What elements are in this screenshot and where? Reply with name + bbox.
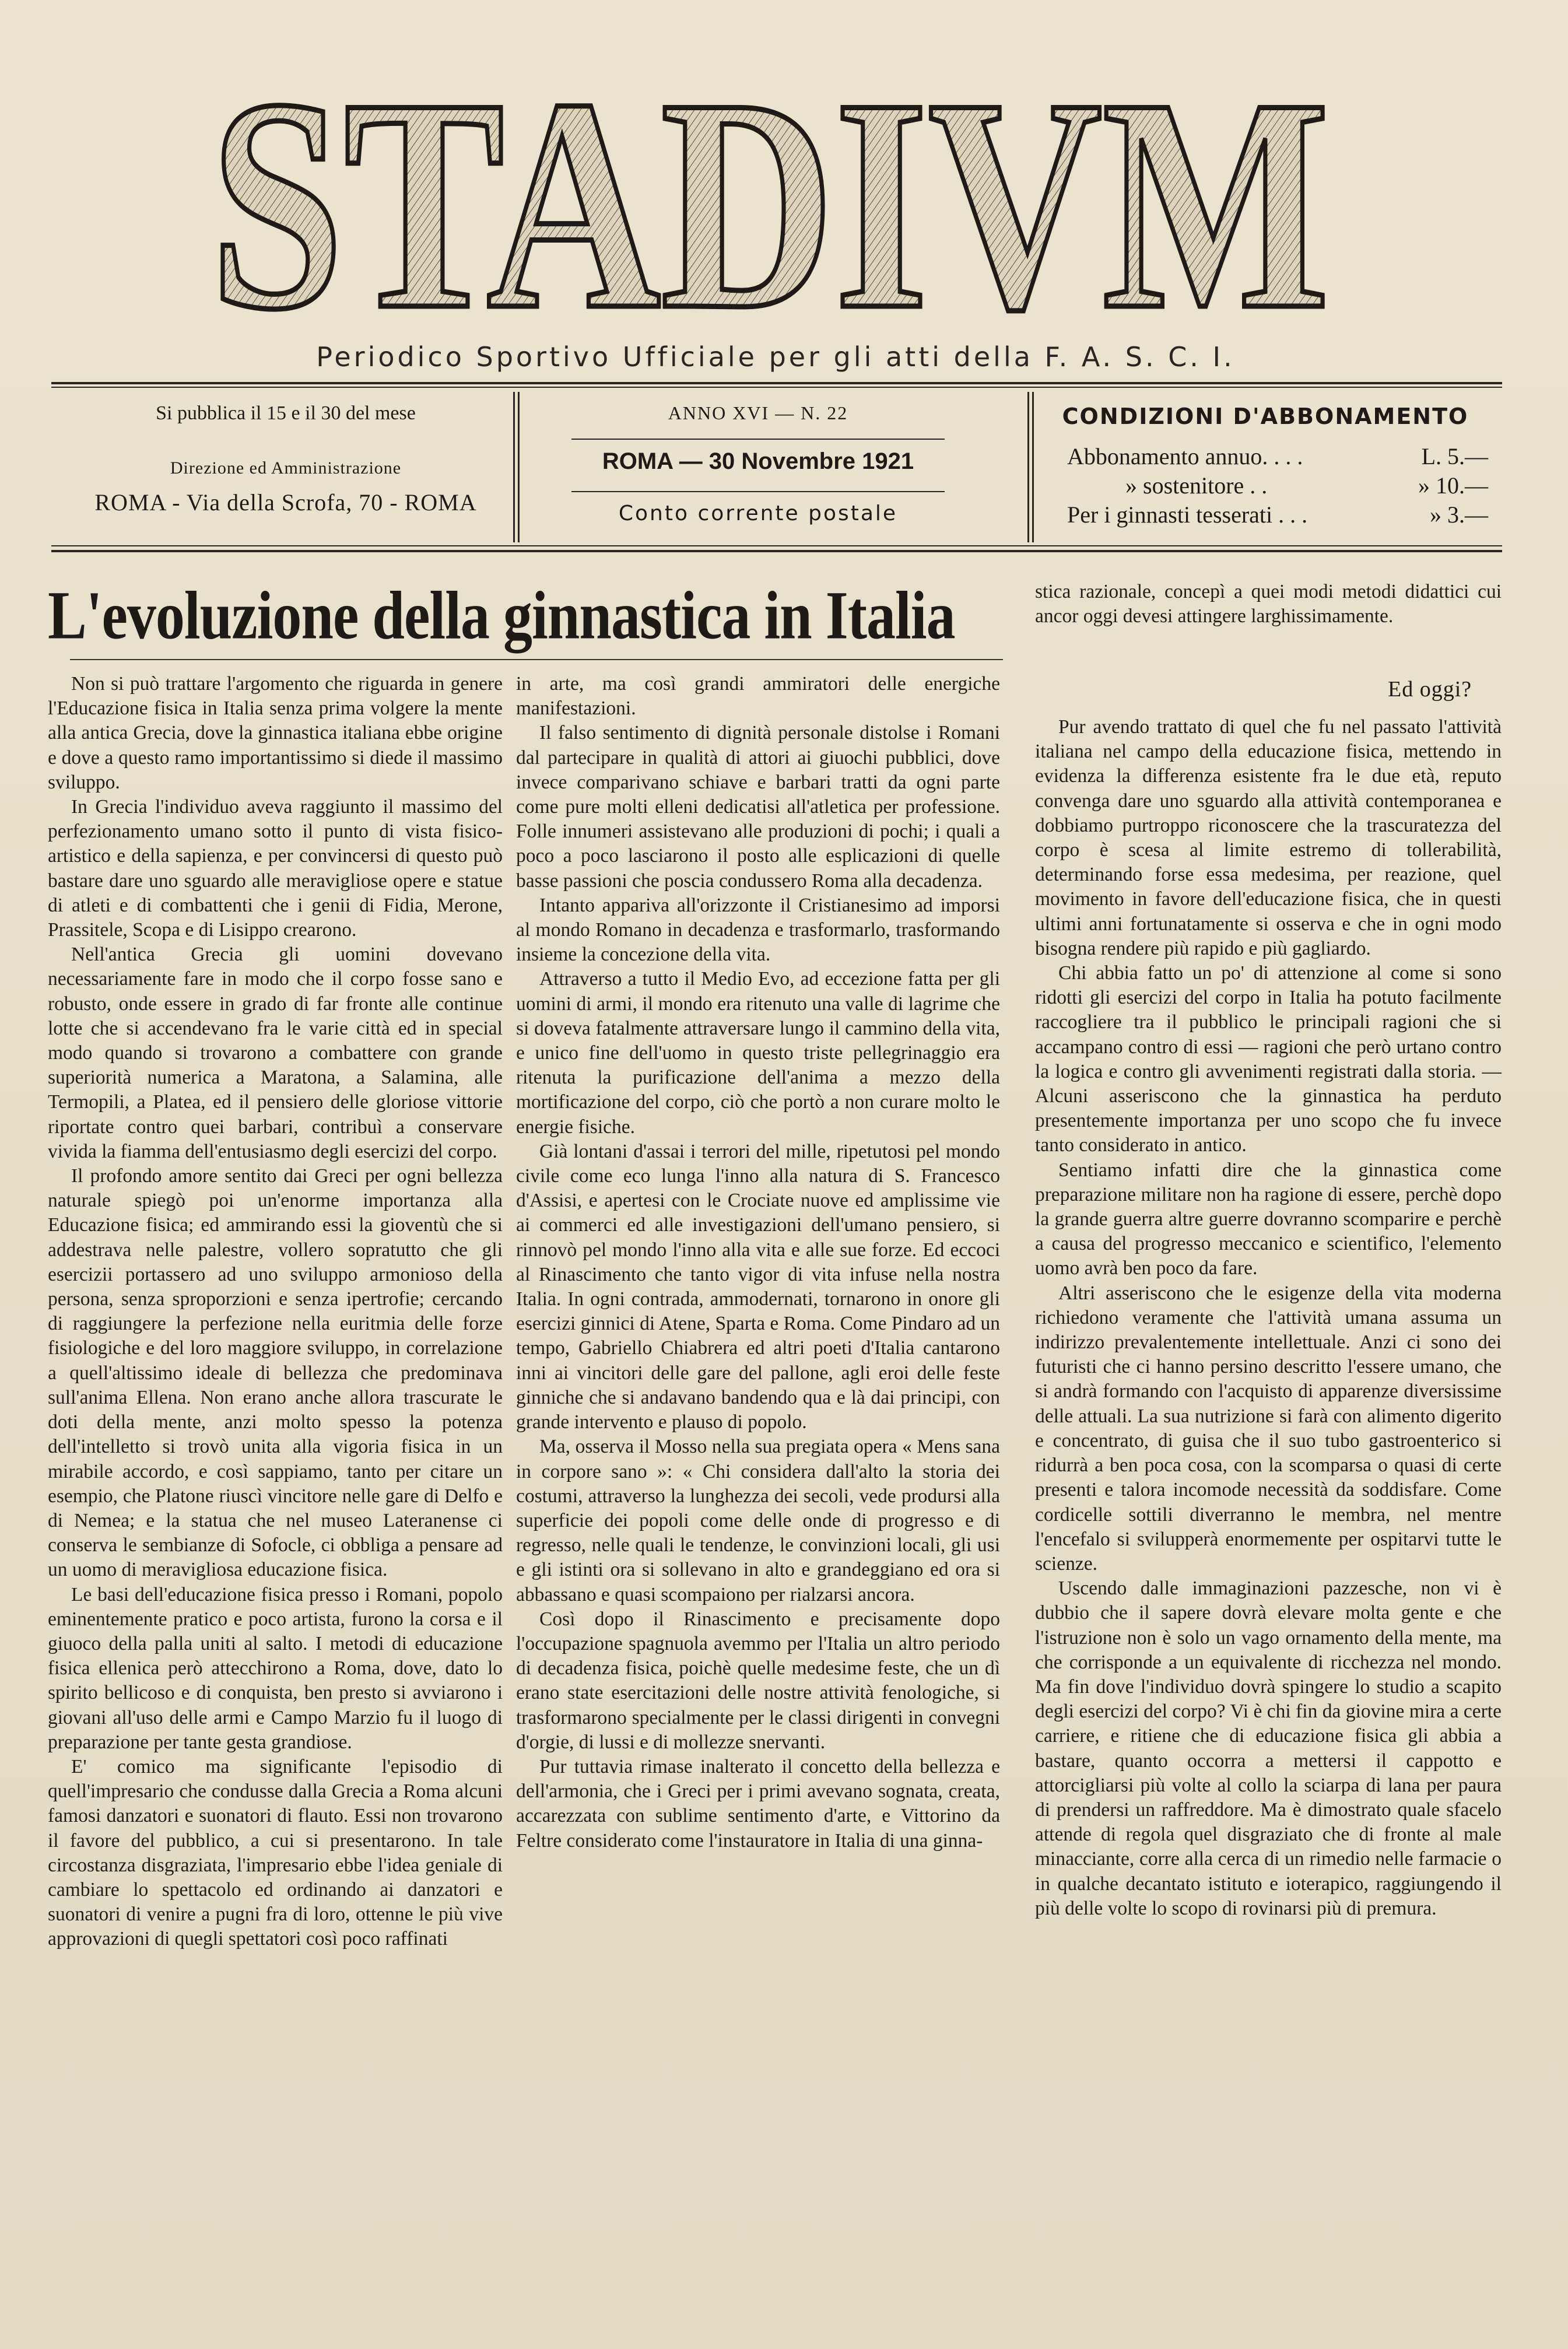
- subscription-title: CONDIZIONI D'ABBONAMENTO: [1062, 404, 1469, 429]
- info-left: [70, 392, 501, 542]
- direction-label: Direzione ed Amministrazione: [170, 458, 402, 478]
- info-middle-rule: [571, 491, 945, 492]
- paragraph: E' comico ma significante l'episodio di quell'impresario che condusse dalla Grecia a Roma alcuni famosi danzatori e suonatori di flauto. Essi non trovarono il favore del pubblico, a cui si presentarono. In tale circostanza disgraziata, l'impresario ebbe l'idea geniale di cambiare lo spettacolo ed ordinando ai danzatori e suonatori di venire a pugni fra di loro, ottenne le più vive approvazioni di quegli spettatori così poco raffinati: [48, 1755, 503, 1950]
- headline-rule: [70, 659, 1003, 660]
- subscription-label: Abbonamento annuo. . . .: [1067, 443, 1303, 469]
- paragraph: Non si può trattare l'argomento che riguarda in genere l'Educazione fisica in Italia senza prima volgere la mente alla antica Grecia, dove la ginnastica italiana ebbe origine e dove a questo ramo importantissimo si diede il massimo sviluppo.: [48, 673, 503, 793]
- info-bottom-rule-thick: [51, 550, 1502, 552]
- info-right: [1032, 392, 1499, 542]
- paragraph: in arte, ma così grandi ammiratori delle energiche manifestazioni.: [516, 673, 1000, 720]
- paragraph: Ma, osserva il Mosso nella sua pregiata opera « Mens sana in corpore sano »: « Chi considera dall'alto la storia dei costumi, attraverso la lunghezza dei secoli, vede prodursi alla superficie dei popoli come delle onde di progresso e di regresso, nelle quali le tendenze, le convinzioni locali, gli usi e gli istinti ora si sollevano in alto e grandeggiano ed ora si abbassano e quasi scompaiono per rialzarsi ancora.: [516, 1436, 1000, 1605]
- subscription-label: Per i ginnasti tesserati . . .: [1067, 502, 1308, 528]
- subscription-row: [1067, 442, 1488, 471]
- article-column-3-top: [1035, 580, 1502, 629]
- masthead-subtitle: Periodico Sportivo Ufficiale per gli atti della F. A. S. C. I.: [316, 341, 1235, 373]
- subscription-label: » sostenitore . .: [1125, 472, 1268, 499]
- paragraph: Il profondo amore sentito dai Greci per ogni bellezza naturale spiegò poi un'enorme importanza alla Educazione fisica; ed ammirando essi la gioventù che si addestrava nelle palestre, vollero sopratutto che gli esercizii portassero ad uno sviluppo armonioso della persona, senza sproporzioni e senza ipertrofie; cercando di raggiungere la perfezione nella euritmia delle forze fisiologiche e del loro maggiore sviluppo, in correlazione a quell'altissimo ideale di bellezza che predominava sull'anima Ellena. Non erano anche allora trascurate le doti della mente, anzi molto spesso la potenza dell'intelletto si trovò unita alla vigoria fisica in un mirabile accordo, e così sappiamo, tanto per citare un esempio, che Platone riuscì vincitore nelle gare di Delfo e di Nemea; e la statua che nel museo Lateranense ci conserva le sembianze di Sofocle, ci obbliga a pensare ad un uomo di meravigliosa educazione fisica.: [48, 1165, 503, 1581]
- info-divider: [513, 392, 515, 542]
- paragraph: Uscendo dalle immaginazioni pazzesche, non vi è dubbio che il sapere dovrà elevare molta gente e che l'istruzione non è solo un vago ornamento della mente, ma che corrisponde a un equivalente di ricchezza nel mondo. Ma fin dove l'individuo dovrà spingere lo studio a scapito degli esercizi del corpo? Vi è chi fin da giovine mira a certe carriere, e ritiene che di educazione fisica gli abbia a bastare, quanto occorra a mettersi il cappotto e attorcigliarsi più volte al collo la sciarpa di lana per paura di prendersi un raffreddore. Ma è dimostrato quale sfacelo attende di regola quel disgraziato che di fronte al male minacciante, corre alla cerca di un rimedio nelle farmacie o in qualche decantato istituto e ioterapico, raggiungendo il più delle volte lo scopo di rovinarsi più di premura.: [1035, 1577, 1502, 1919]
- issue-number: ANNO XVI — N. 22: [668, 402, 848, 423]
- paragraph: Pur tuttavia rimase inalterato il concetto della bellezza e dell'armonia, che i Greci per i primi avevano sognata, creata, accarezzata con sublime sentimento d'arte, e Vittorino da Feltre considerato come l'instauratore in Italia di una ginna-: [516, 1755, 1000, 1852]
- info-bottom-rule: [51, 545, 1502, 546]
- info-middle: [525, 392, 991, 542]
- paragraph: Sentiamo infatti dire che la ginnastica come preparazione militare non ha ragione di essere, perchè dopo la grande guerra altre guerre dovranno scomparire e perchè a causa del progresso meccanico e scientifico, l'elemento uomo avrà ben poco da fare.: [1035, 1159, 1502, 1279]
- paragraph: Altri asseriscono che le esigenze della vita moderna richiedono veramente che l'attività umana assuma un indirizzo prevalentemente intellettuale. Anzi ci sono dei futuristi che ci hanno persino descritto l'essere umano, che si andrà formando con l'acquisto di apparenze diversissime delle attuali. La sua nutrizione si farà con alimento digerito e concentrato, di guisa che il suo tubo gastroenterico si ridurrà a ben poca cosa, con la scomparsa o quasi di certe presenti e talora incomode necessità da soddisfare. Come cordicelle sottili diverranno le membra, nel mentre l'encefalo si svilupperà enormemente per ospitarvi tutte le scienze.: [1035, 1282, 1502, 1575]
- paragraph: Intanto appariva all'orizzonte il Cristianesimo ad imporsi al mondo Romano in decadenza e trasformarlo, trasformando insieme la concezione della vita.: [516, 894, 1000, 966]
- publication-frequency: Si pubblica il 15 e il 30 del mese: [156, 402, 416, 424]
- subscription-row: [1067, 500, 1488, 530]
- paragraph: Chi abbia fatto un po' di attenzione al come si sono ridotti gli esercizi del corpo in Italia ha potuto facilmente raccogliere tra il pubblico le principali ragioni che si accampano contro di essi — ragioni che però urtano contro la logica e contro gli avvenimenti registrati dalla storia. — Alcuni asseriscono che la ginnastica ha perduto presentemente importanza per uno scopo che fu invece tanto considerato in antico.: [1035, 962, 1502, 1156]
- issue-date: ROMA — 30 Novembre 1921: [602, 448, 914, 474]
- paragraph: Le basi dell'educazione fisica presso i Romani, popolo eminentemente pratico e poco artista, furono la corsa e il giuoco della palla uniti al salto. I metodi di educazione fisica ellenica però attecchirono a Roma, dove, dato lo spirito bellicoso e di conquista, ben presto si avviarono i giovani all'uso delle armi e Campo Marzio fu il luogo di preparazione per tante gesta grandiose.: [48, 1583, 503, 1753]
- paragraph: Il falso sentimento di dignità personale distolse i Romani dal partecipare in qualità di attori ai giuochi pubblici, dove invece comparivano schiave e barbari tratti da ogni parte come pure molti elleni dedicatisi all'atletica per professione. Folle innumeri assistevano alle produzioni di pochi; i quali a poco a poco lasciarono il posto alle esplicazioni di quelle basse passioni che poscia condussero Roma alla decadenza.: [516, 722, 1000, 892]
- paragraph: Pur avendo trattato di quel che fu nel passato l'attività italiana nel campo della educazione fisica, mettendo in evidenza la differenza esistente fra le due età, reputo convenga dare uno sguardo alla attività contemporanea e dobbiamo purtroppo riconoscere che la trascuratezza del corpo è scesa al limite estremo di tollerabilità, determinando forse essa medesima, per reazione, quel movimento in favore dell'educazione fisica, che in questi ultimi anni fortunatamente si osserva e che in ogni modo bisogna rendere più rapido e più gagliardo.: [1035, 716, 1502, 959]
- paragraph: Attraverso a tutto il Medio Evo, ad eccezione fatta per gli uomini di armi, il mondo era ritenuto una valle di lagrime che si doveva fatalmente attraversare lungo il cammino della vita, e unico fine dell'uomo in questo triste pellegrinaggio era ritenuta la purificazione dell'anima a mezzo della mortificazione del corpo, ciò che portò a non curare molto le energie fisiche.: [516, 968, 1000, 1138]
- article-headline: L'evoluzione della ginnastica in Italia: [48, 577, 955, 654]
- subscription-price: L. 5.—: [1421, 443, 1488, 469]
- info-middle-rule: [571, 439, 945, 440]
- masthead-logo: [198, 76, 1341, 327]
- subscription-row: [1067, 471, 1488, 500]
- paragraph: In Grecia l'individuo aveva raggiunto il massimo del perfezionamento umano sotto il punto di vista fisico-artistico e della sapienza, e per convincersi di questo può bastare dare uno sguardo alle meravigliose opere e statue di atleti e di combattenti che i genii di Fidia, Merone, Prassitele, Scopa e di Lisippo crearono.: [48, 796, 503, 941]
- paragraph: Così dopo il Rinascimento e precisamente dopo l'occupazione spagnuola avemmo per l'Italia un altro periodo di decadenza fisica, poichè quelle medesime feste, che un dì erano state esercitazioni delle nostre attività fenologiche, si trasformarono specialmente per le classi dirigenti in convegni d'orgie, di lussi e di mollezze snervanti.: [516, 1608, 1000, 1753]
- paragraph: stica razionale, concepì a quei modi metodi didattici cui ancor oggi devesi attingere larghissimamente.: [1035, 581, 1502, 627]
- postal-account: Conto corrente postale: [618, 502, 898, 525]
- top-rule: [51, 382, 1502, 384]
- subscription-price: » 10.—: [1418, 472, 1488, 499]
- article-column-1: [48, 672, 503, 1952]
- masthead-logo-text: STADIVM: [210, 76, 1330, 327]
- info-divider: [1027, 392, 1029, 542]
- paragraph: Nell'antica Grecia gli uomini dovevano necessariamente fare in modo che il corpo fosse sano e robusto, onde essere in grado di far fronte alle continue lotte che si accendevano fra le varie città ed in special modo quando si trovarono a combattere con grande superiorità numerica a Maratona, a Salamina, alle Termopili, a Platea, ed il pensiero delle gloriose vittorie riportate contro quei barbari, contribuì a conservare vivida la fiamma dell'entusiasmo degli esercizi del corpo.: [48, 944, 503, 1162]
- info-divider: [518, 392, 520, 542]
- paragraph: Già lontani d'assai i terrori del mille, ripetutosi pel mondo civile come eco lunga l'inno alla natura di S. Francesco d'Assisi, e apertesi con le Crociate nuove ed amplissime vie ai commerci ed alle investigazioni dell'umano pensiero, si rinnovò pel mondo l'inno alla vita e alle sue forze. Ed eccoci al Rinascimento che tanto vigor di vita infuse nella nostra Italia. In ogni contrada, ammodernati, tornarono in onore gli esercizi ginnici di Atene, Sparta e Roma. Come Pindaro ad un tempo, Gabriello Chiabrera ed altri poeti d'Italia cantarono inni ai vincitori delle gare del pallone, agli eroi delle feste ginniche che si andavano bandendo qua e là dai principi, con grande intervento e plauso di popolo.: [516, 1140, 1000, 1433]
- top-rule-thin: [51, 387, 1502, 388]
- address: ROMA - Via della Scrofa, 70 - ROMA: [94, 489, 477, 516]
- article-column-3: [1035, 715, 1502, 1921]
- article-column-2: [516, 672, 1000, 1853]
- subscription-price: » 3.—: [1430, 502, 1488, 528]
- section-subheading: Ed oggi?: [1388, 677, 1472, 702]
